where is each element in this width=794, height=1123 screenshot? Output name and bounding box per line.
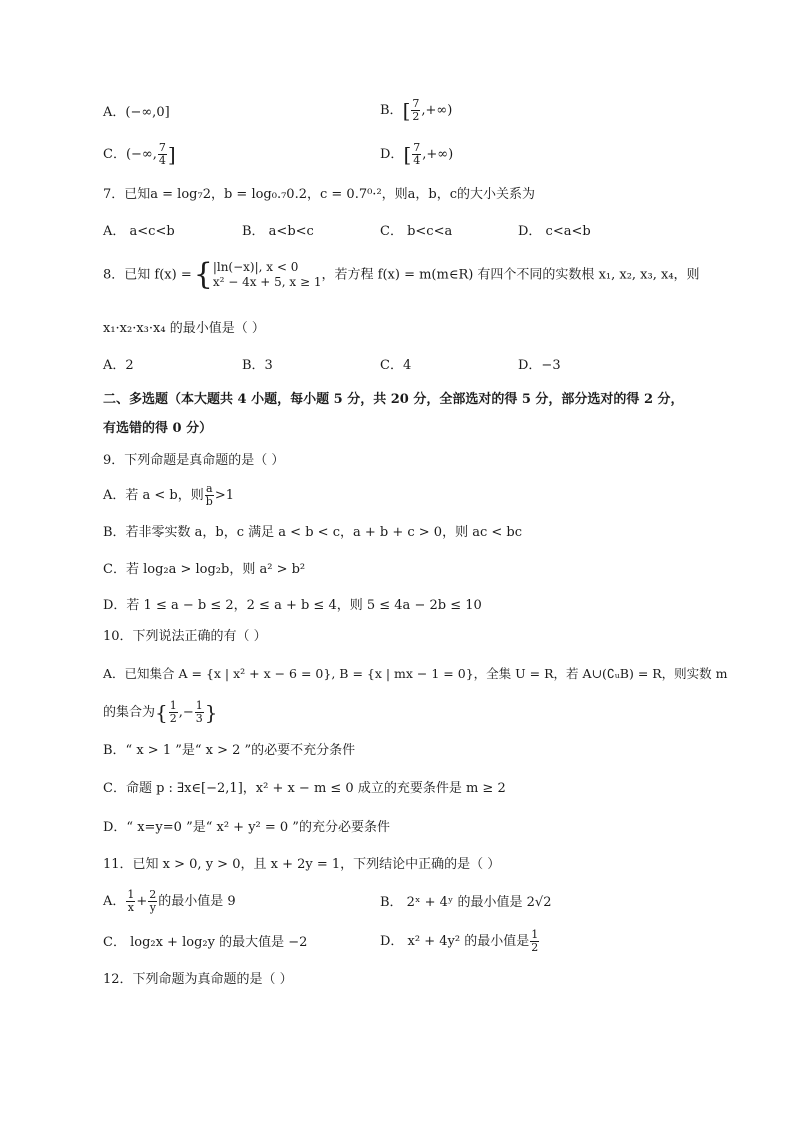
q11-d-prefix: D． x² + 4y² 的最小值是 xyxy=(380,934,530,949)
q7-option-a: A． a<c<b xyxy=(103,224,175,239)
q6-d-fraction xyxy=(412,142,421,167)
q6-c-den: 4 xyxy=(158,154,166,167)
q7-option-b: B． a<b<c xyxy=(242,224,314,239)
q10-a-den1: 2 xyxy=(169,712,177,725)
q10-a-den2: 3 xyxy=(195,712,203,725)
q8-option-b: B．3 xyxy=(242,358,273,373)
q6-b-num: 7 xyxy=(412,97,420,110)
q10-stem: 10．下列说法正确的有（ ） xyxy=(103,629,267,644)
q9-a-fraction xyxy=(205,483,214,508)
q7-option-c: C． b<c<a xyxy=(380,224,453,239)
section2-title-line1: 二、多选题（本大题共 4 小题，每小题 5 分，共 20 分，全部选对的得 5 分，部分选对的得 2 分， xyxy=(103,392,684,407)
q11-option-a xyxy=(103,889,236,914)
section2-title-line2: 有选错的得 0 分） xyxy=(103,421,213,436)
q10-option-d: D．“ x=y=0 ”是“ x² + y² = 0 ”的充分必要条件 xyxy=(103,820,390,835)
q6-option-a: A．(−∞,0] xyxy=(103,105,170,120)
q6-d-tail: ,+∞) xyxy=(422,147,454,162)
q11-a-num1: 1 xyxy=(127,888,135,901)
q6-b-open: [ xyxy=(402,98,411,123)
q11-d-num: 1 xyxy=(531,928,539,941)
q6-option-b xyxy=(380,98,452,123)
q10-a-fraction-2 xyxy=(195,700,204,725)
q10-a-mid: ,− xyxy=(178,705,194,720)
q6-c-prefix: C． xyxy=(103,147,126,162)
q6-d-den: 4 xyxy=(413,154,421,167)
q8-option-a: A．2 xyxy=(103,358,134,373)
q6-b-den: 2 xyxy=(412,110,420,123)
q9-a-prefix: A．若 a < b，则 xyxy=(103,488,204,503)
q8-piecewise xyxy=(193,257,322,292)
q9-option-c: C．若 log₂a > log₂b，则 a² > b² xyxy=(103,562,306,577)
q10-a-prefix: 的集合为 xyxy=(103,705,156,720)
q10-a-set-open: { xyxy=(155,700,168,725)
q9-a-suffix: >1 xyxy=(214,488,234,503)
q10-option-c: C．命题 p : ∃x∈[−2,1]，x² + x − m ≤ 0 成立的充要条件是 m ≥ 2 xyxy=(103,781,506,796)
q8-stem-prefix: 8．已知 f(x) = xyxy=(103,267,192,283)
q6-c-num: 7 xyxy=(158,141,166,154)
q11-a-den2: y xyxy=(149,901,156,914)
q6-option-c xyxy=(103,142,176,167)
q9-option-a xyxy=(103,483,234,508)
q6-b-prefix: B． xyxy=(380,103,403,118)
q6-d-prefix: D． xyxy=(380,147,404,162)
q11-a-num2: 2 xyxy=(149,888,157,901)
q11-d-den: 2 xyxy=(531,941,539,954)
q6-d-num: 7 xyxy=(413,141,421,154)
q6-c-open: (−∞, xyxy=(125,147,157,162)
q10-a-num1: 1 xyxy=(169,699,177,712)
q10-a-num2: 1 xyxy=(195,699,203,712)
q10-option-a-line1: A．已知集合 A = {x | x² + x − 6 = 0}, B = {x | mx − 1 = 0}，全集 U = R，若 A∪(∁ᵤB) = R，则实数 m xyxy=(103,666,728,681)
q11-a-prefix: A． xyxy=(103,894,126,909)
q8-stem-line2: x₁·x₂·x₃·x₄ 的最小值是（ ） xyxy=(103,321,265,336)
q11-a-fraction-2 xyxy=(148,889,157,914)
q6-b-fraction xyxy=(411,98,420,123)
q8-option-c: C．4 xyxy=(380,358,412,373)
q11-option-c: C． log₂x + log₂y 的最大值是 −2 xyxy=(103,935,308,950)
q9-option-d: D．若 1 ≤ a − b ≤ 2，2 ≤ a + b ≤ 4，则 5 ≤ 4a − 2b ≤ 10 xyxy=(103,598,482,613)
q9-a-den: b xyxy=(205,495,213,508)
q11-option-d xyxy=(380,929,540,954)
q11-a-fraction-1 xyxy=(126,889,135,914)
q9-stem: 9．下列命题是真命题的是（ ） xyxy=(103,453,285,468)
q12-stem: 12．下列命题为真命题的是（ ） xyxy=(103,972,293,987)
q8-option-d: D．−3 xyxy=(518,358,561,373)
q11-a-den1: x xyxy=(127,901,134,914)
q9-a-num: a xyxy=(206,482,213,495)
q6-b-tail: ,+∞) xyxy=(421,103,453,118)
q6-option-d xyxy=(380,142,453,167)
q11-option-b: B． 2ˣ + 4ʸ 的最小值是 2√2 xyxy=(380,895,552,910)
q7-stem: 7．已知a = log₇2，b = log₀.₇0.2，c = 0.7⁰·²，则a，b，c的大小关系为 xyxy=(103,187,536,202)
q8-case-1: |ln(−x)|, x < 0 xyxy=(212,260,299,274)
q11-d-fraction xyxy=(530,929,539,954)
q6-c-close: ] xyxy=(167,142,176,167)
q10-option-a-line2 xyxy=(103,700,218,725)
q8-stem-suffix: ，若方程 f(x) = m(m∈R) 有四个不同的实数根 x₁, x₂, x₃, x₄，则 xyxy=(321,267,700,283)
q8-case-2: x² − 4x + 5, x ≥ 1 xyxy=(212,275,322,289)
q10-option-b: B．“ x > 1 ”是“ x > 2 ”的必要不充分条件 xyxy=(103,743,356,758)
q10-a-fraction-1 xyxy=(169,700,178,725)
q6-c-fraction xyxy=(158,142,167,167)
q8-cases xyxy=(213,260,322,290)
q8-brace-icon: { xyxy=(193,257,213,292)
q7-option-d: D． c<a<b xyxy=(518,224,591,239)
q11-stem: 11．已知 x > 0, y > 0，且 x + 2y = 1，下列结论中正确的是（ ） xyxy=(103,857,501,872)
q10-a-set-close: } xyxy=(204,700,218,725)
q6-d-open: [ xyxy=(403,142,412,167)
q9-option-b: B．若非零实数 a，b，c 满足 a < b < c，a + b + c > 0，则 ac < bc xyxy=(103,525,522,540)
q11-a-suffix: 的最小值是 9 xyxy=(158,894,236,909)
q11-a-plus: + xyxy=(136,894,148,909)
q8-stem xyxy=(103,257,700,292)
